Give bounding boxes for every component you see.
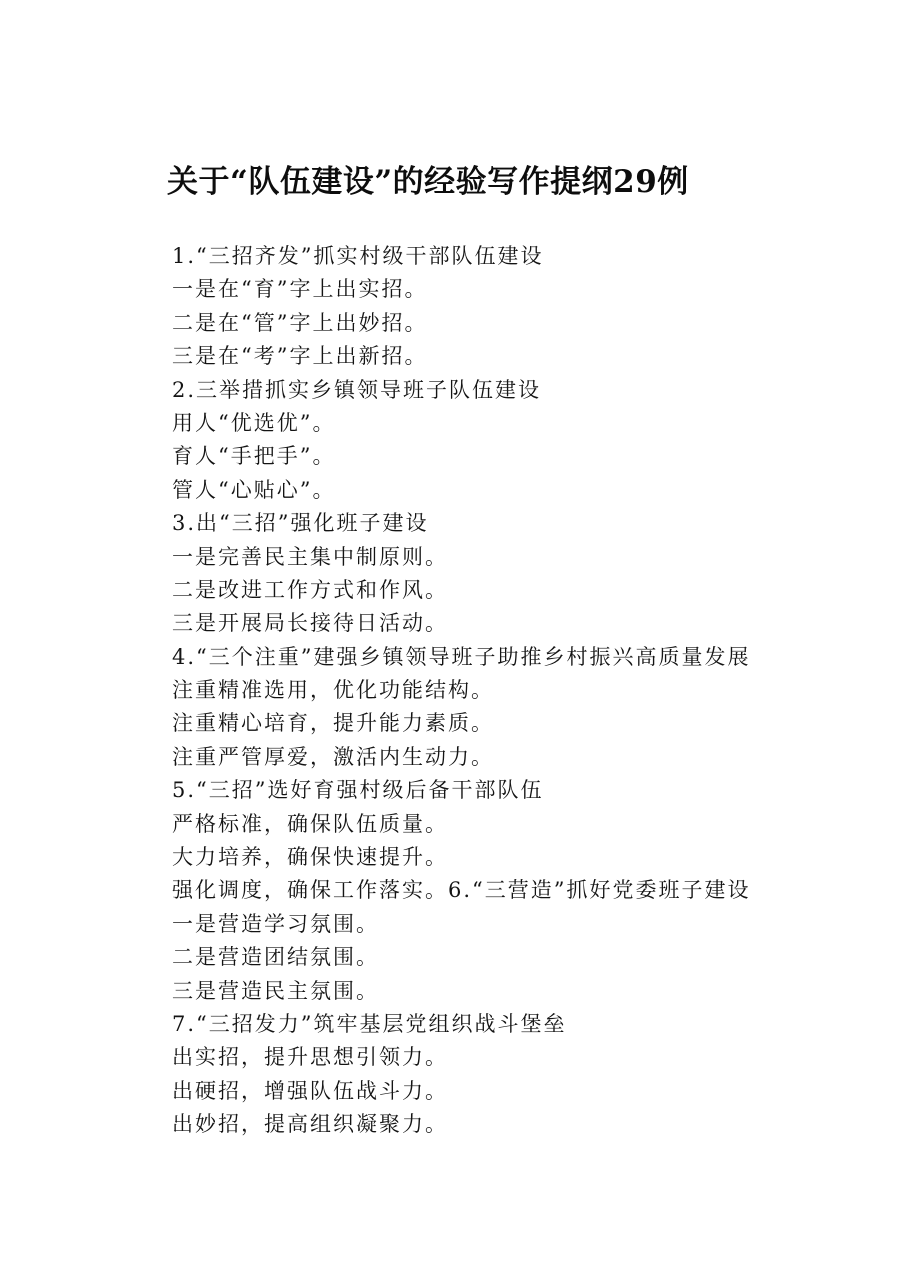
body-line: 二是在“管”字上出妙招。 [172,310,428,335]
body-line: 注重精心培育，提升能力素质。 [172,711,494,736]
body-line: 管人“心贴心”。 [172,477,336,502]
body-line: 出妙招，提高组织凝聚力。 [172,1112,448,1137]
body-line: 一是营造学习氛围。 [172,911,379,936]
body-line: 3.出“三招”强化班子建设 [172,511,429,536]
body-line: 出实招，提升思想引领力。 [172,1045,448,1070]
body-line: 出硬招，增强队伍战斗力。 [172,1078,448,1103]
document-body [172,240,812,1142]
document-title: 关于“队伍建设”的经验写作提纲29例 [167,164,689,200]
body-line: 育人“手把手”。 [172,444,336,469]
body-line: 二是改进工作方式和作风。 [172,577,448,602]
body-line: 注重精准选用，优化功能结构。 [172,678,494,703]
body-line: 三是在“考”字上出新招。 [172,344,428,369]
body-line: 严格标准，确保队伍质量。 [172,811,448,836]
body-line: 7.“三招发力”筑牢基层党组织战斗堡垒 [172,1011,567,1036]
body-line: 1.“三招齐发”抓实村级干部队伍建设 [172,244,544,268]
body-line: 2.三举措抓实乡镇领导班子队伍建设 [172,377,542,402]
body-line: 用人“优选优”。 [172,410,336,435]
body-line: 5.“三招”选好育强村级后备干部队伍 [172,778,544,803]
body-line: 三是开展局长接待日活动。 [172,611,448,636]
body-line: 一是在“育”字上出实招。 [172,277,428,302]
body-line: 一是完善民主集中制原则。 [172,544,448,569]
body-line: 大力培养，确保快速提升。 [172,845,448,870]
body-line: 三是营造民主氛围。 [172,978,379,1003]
body-line: 4.“三个注重”建强乡镇领导班子助推乡村振兴高质量发展 [172,644,751,669]
body-line: 二是营造团结氛围。 [172,945,379,970]
body-line: 强化调度，确保工作落实。6.“三营造”抓好党委班子建设 [172,878,751,903]
body-line: 注重严管厚爱，激活内生动力。 [172,744,494,769]
